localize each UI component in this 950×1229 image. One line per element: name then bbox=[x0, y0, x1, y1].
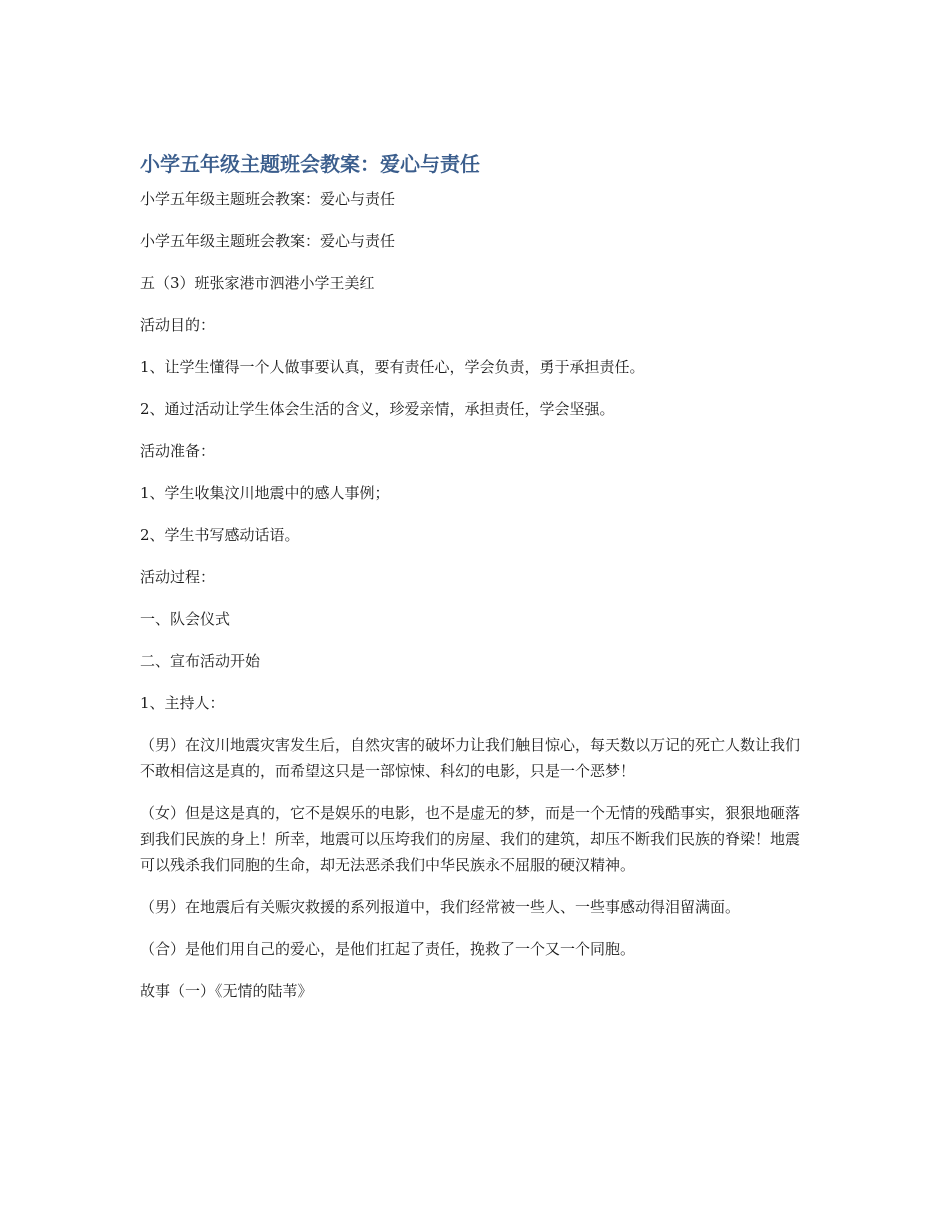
paragraph-prep-2: 2、学生书写感动话语。 bbox=[140, 526, 300, 544]
paragraph-female-1: （女）但是这是真的，它不是娱乐的电影，也不是虚无的梦，而是一个无情的残酷事实，狠狠地砸落到我们民族的身上！所幸，地震可以压垮我们的房屋、我们的建筑，却压不断我们民族的脊梁！地震可以残杀我们同胞的生命，却无法恶杀我们中华民族永不屈服的硬汉精神。 bbox=[140, 804, 801, 874]
paragraph-process-heading: 活动过程： bbox=[140, 568, 216, 586]
paragraph-author: 五（3）班张家港市泗港小学王美红 bbox=[140, 274, 375, 292]
paragraph-subtitle-1: 小学五年级主题班会教案：爱心与责任 bbox=[140, 190, 396, 208]
paragraph-subtitle-2: 小学五年级主题班会教案：爱心与责任 bbox=[140, 232, 396, 250]
paragraph-goal-2: 2、通过活动让学生体会生活的含义，珍爱亲情，承担责任，学会坚强。 bbox=[140, 400, 615, 418]
paragraph-together: （合）是他们用自己的爱心，是他们扛起了责任，挽救了一个又一个同胞。 bbox=[140, 940, 636, 958]
paragraph-goal-heading: 活动目的： bbox=[140, 316, 216, 334]
paragraph-male-2: （男）在地震后有关赈灾救援的系列报道中，我们经常被一些人、一些事感动得泪留满面。 bbox=[140, 898, 741, 916]
paragraph-step-2: 二、宣布活动开始 bbox=[140, 652, 261, 670]
paragraph-story-1: 故事（一）《无情的陆苇》 bbox=[140, 982, 313, 1000]
paragraph-goal-1: 1、让学生懂得一个人做事要认真，要有责任心，学会负责，勇于承担责任。 bbox=[140, 358, 645, 376]
paragraph-prep-heading: 活动准备： bbox=[140, 442, 216, 460]
document-page bbox=[140, 150, 812, 1020]
document-title: 小学五年级主题班会教案：爱心与责任 bbox=[140, 152, 480, 176]
paragraph-male-1: （男）在汶川地震灾害发生后，自然灾害的破坏力让我们触目惊心，每天数以万记的死亡人数让我们不敢相信这是真的，而希望这只是一部惊悚、科幻的电影，只是一个恶梦！ bbox=[140, 736, 801, 780]
paragraph-step-1: 一、队会仪式 bbox=[140, 610, 231, 628]
paragraph-prep-1: 1、学生收集汶川地震中的感人事例； bbox=[140, 484, 390, 502]
paragraph-host: 1、主持人： bbox=[140, 694, 225, 712]
